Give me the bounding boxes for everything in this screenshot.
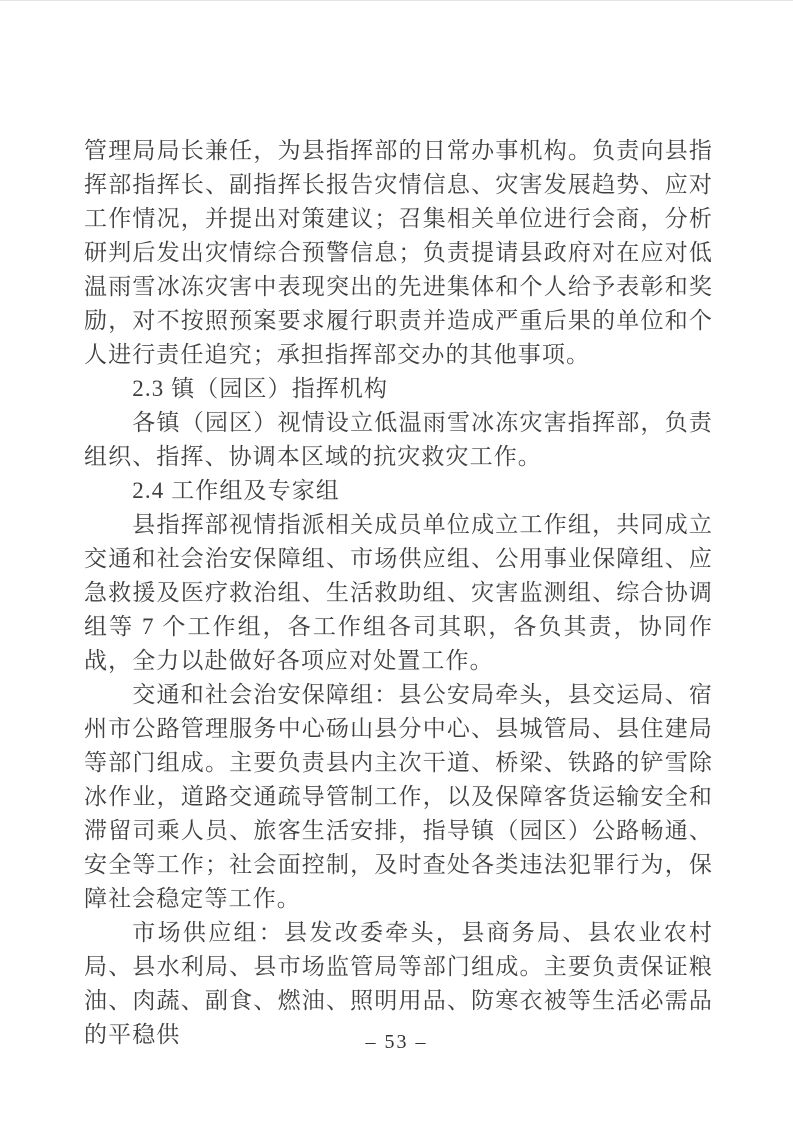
paragraph-market-supply-group: 市场供应组：县发改委牵头，县商务局、县农业农村局、县水利局、县市场监管局等部门组成。主要负责保证粮油、肉蔬、副食、燃油、照明用品、防寒衣被等生活必需品的平稳供 xyxy=(84,920,713,1047)
paragraph-town-command: 各镇（园区）视情设立低温雨雪冰冻灾害指挥部，负责组织、指挥、协调本区域的抗灾救灾工作。 xyxy=(84,410,713,469)
page-content xyxy=(84,134,713,1052)
paragraph-traffic-security-group: 交通和社会治安保障组：县公安局牵头，县交运局、宿州市公路管理服务中心砀山县分中心、县城管局、县住建局等部门组成。主要负责县内主次干道、桥梁、铁路的铲雪除冰作业，道路交通疏导管制工作，以及保障客货运输安全和滞留司乘人员、旅客生活安排，指导镇（园区）公路畅通、安全等工作；社会面控制，及时查处各类违法犯罪行为，保障社会稳定等工作。 xyxy=(84,682,713,911)
page-number: – 53 – xyxy=(365,1031,428,1053)
section-heading-2-3: 2.3 镇（园区）指挥机构 xyxy=(132,376,389,401)
section-heading-2-4: 2.4 工作组及专家组 xyxy=(132,478,340,503)
scan-edge-line xyxy=(0,0,793,1)
paragraph-workgroups-overview: 县指挥部视情指派相关成员单位成立工作组，共同成立交通和社会治安保障组、市场供应组、公用事业保障组、应急救援及医疗救治组、生活救助组、灾害监测组、综合协调组等 7 个工作组，各工作组各司其职，各负其责，协同作战，全力以赴做好各项应对处置工作。 xyxy=(84,512,713,673)
paragraph-continuation: 管理局局长兼任，为县指挥部的日常办事机构。负责向县指挥部指挥长、副指挥长报告灾情信息、灾害发展趋势、应对工作情况，并提出对策建议；召集相关单位进行会商，分析研判后发出灾情综合预警信息；负责提请县政府对在应对低温雨雪冰冻灾害中表现突出的先进集体和个人给予表彰和奖励，对不按照预案要求履行职责并造成严重后果的单位和个人进行责任追究；承担指挥部交办的其他事项。 xyxy=(84,138,713,367)
